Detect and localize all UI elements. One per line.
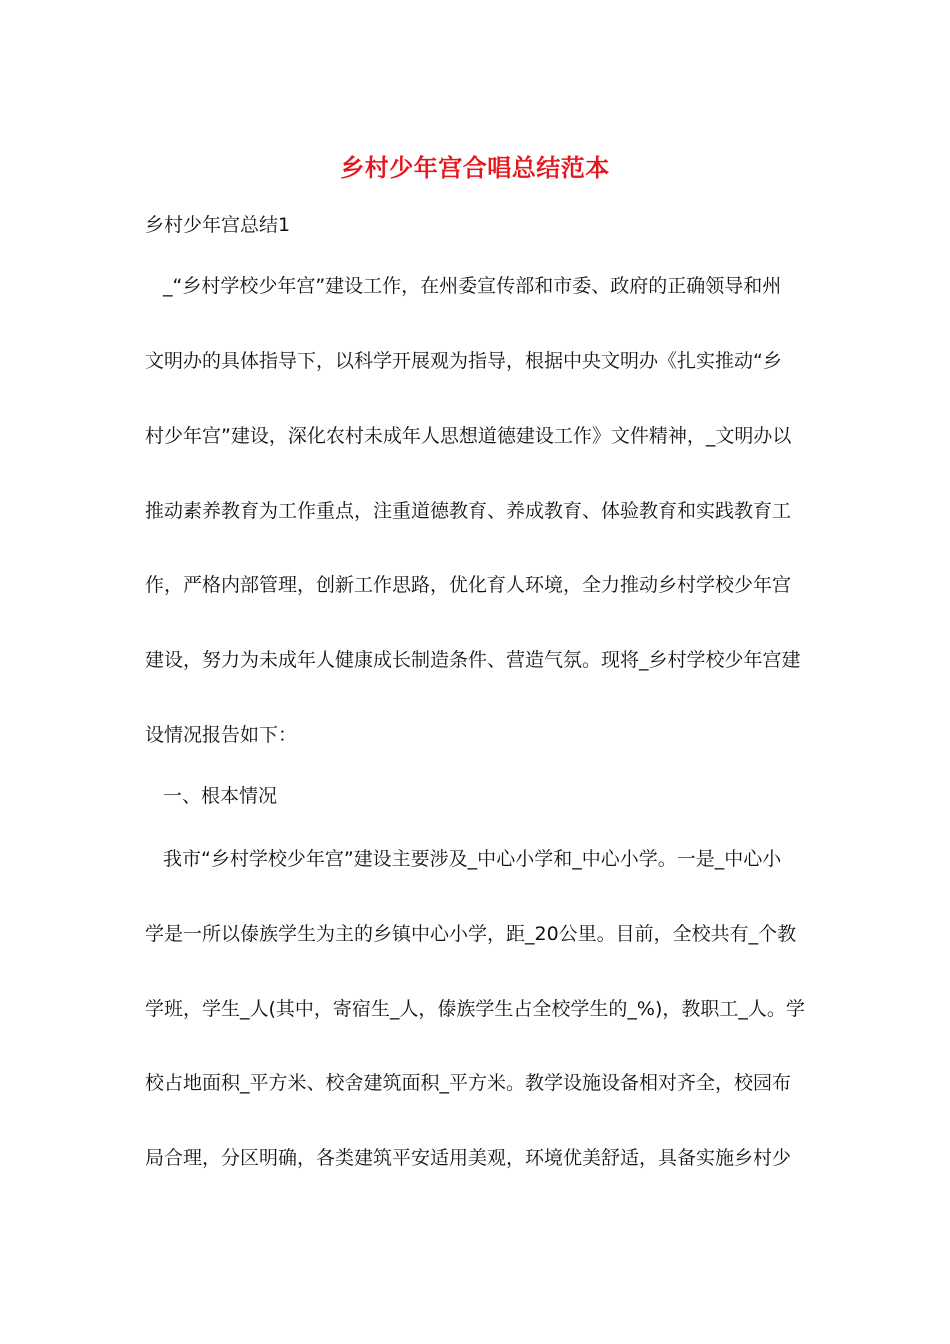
document-title: 乡村少年宫合唱总结范本 xyxy=(340,153,610,182)
paragraph-line: 作，严格内部管理，创新工作思路，优化育人环境，全力推动乡村学校少年宫 xyxy=(145,574,792,596)
paragraph-line: 建设，努力为未成年人健康成长制造条件、营造气氛。现将_乡村学校少年宫建 xyxy=(145,649,801,671)
paragraph-line: 村少年宫”建设，深化农村未成年人思想道德建设工作》文件精神，_文明办以 xyxy=(145,425,792,447)
section-heading-basic-situation: 一、根本情况 xyxy=(163,785,278,807)
paragraph-line: _“乡村学校少年宫”建设工作，在州委宣传部和市委、政府的正确领导和州 xyxy=(163,275,782,297)
section-heading-summary-1: 乡村少年宫总结1 xyxy=(145,214,291,236)
paragraph-line: 局合理，分区明确，各类建筑平安适用美观，环境优美舒适，具备实施乡村少 xyxy=(145,1147,792,1169)
paragraph-line: 学班，学生_人(其中，寄宿生_人，傣族学生占全校学生的_%)，教职工_人。学 xyxy=(145,998,805,1020)
paragraph-line: 学是一所以傣族学生为主的乡镇中心小学，距_20公里。目前，全校共有_个教 xyxy=(145,923,797,945)
paragraph-line: 文明办的具体指导下，以科学开展观为指导，根据中央文明办《扎实推动“乡 xyxy=(145,350,782,372)
paragraph-line: 校占地面积_平方米、校舍建筑面积_平方米。教学设施设备相对齐全，校园布 xyxy=(145,1072,792,1094)
paragraph-line: 我市“乡村学校少年宫”建设主要涉及_中心小学和_中心小学。一是_中心小 xyxy=(163,848,782,870)
paragraph-line: 设情况报告如下： xyxy=(145,724,298,746)
paragraph-line: 推动素养教育为工作重点，注重道德教育、养成教育、体验教育和实践教育工 xyxy=(145,500,792,522)
